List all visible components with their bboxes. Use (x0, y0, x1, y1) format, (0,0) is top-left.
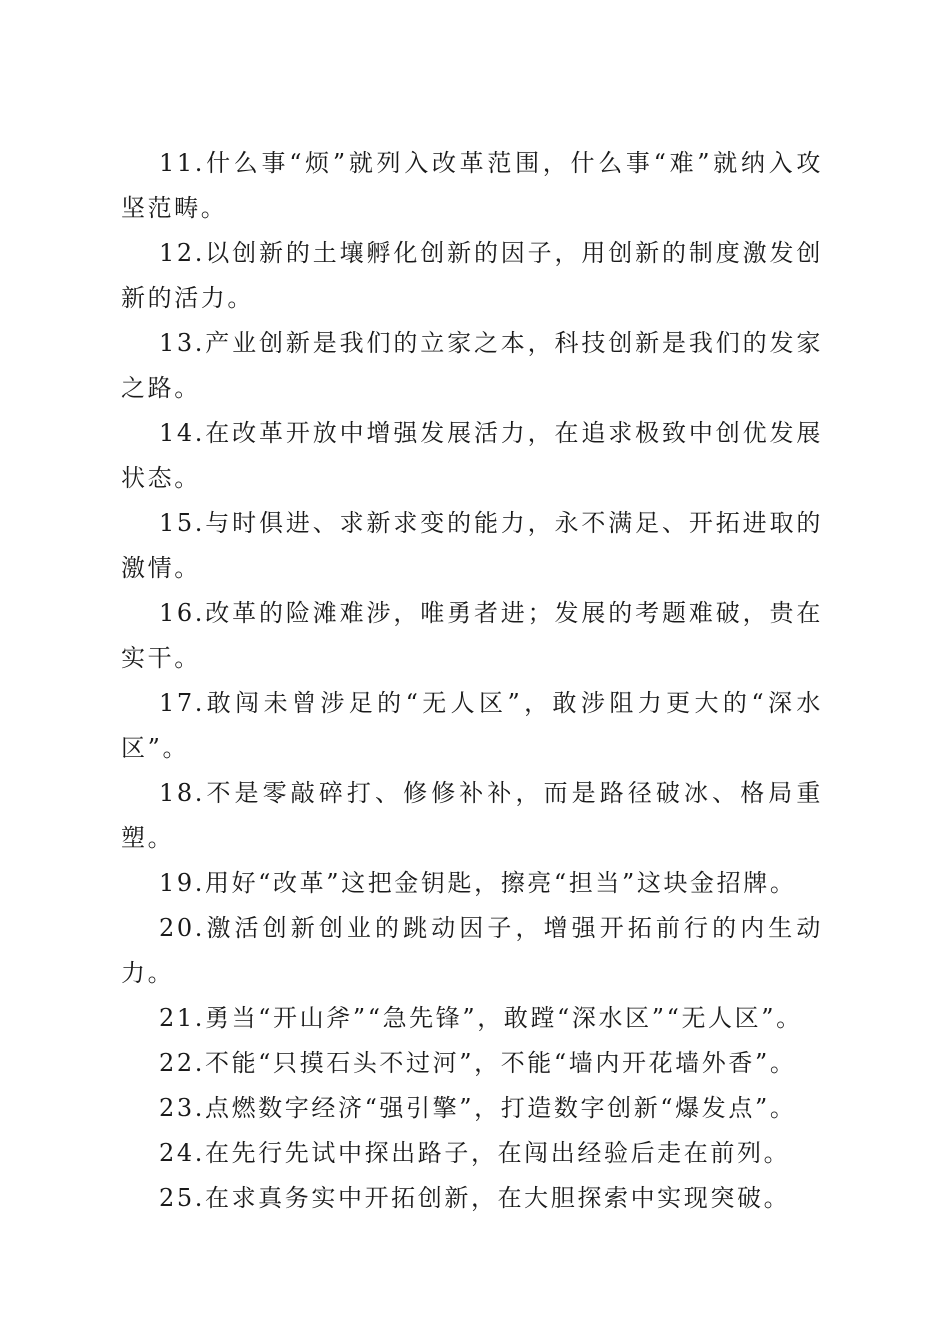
list-item-24: 24.在先行先试中探出路子，在闯出经验后走在前列。 (159, 1139, 791, 1167)
list-item-13: 13.产业创新是我们的立家之本，科技创新是我们的发家之路。 (121, 329, 823, 402)
list-item-14: 14.在改革开放中增强发展活力，在追求极致中创优发展状态。 (121, 419, 823, 492)
list-item-15: 15.与时俱进、求新求变的能力，永不满足、开拓进取的激情。 (121, 509, 823, 582)
list-item-16: 16.改革的险滩难涉，唯勇者进；发展的考题难破，贵在实干。 (121, 599, 823, 672)
list-item-22: 22.不能“只摸石头不过河”，不能“墙内开花墙外香”。 (159, 1049, 797, 1077)
list-item-21: 21.勇当“开山斧”“急先锋”，敢蹚“深水区”“无人区”。 (159, 1004, 803, 1032)
list-item-18: 18.不是零敲碎打、修修补补，而是路径破冰、格局重塑。 (121, 779, 823, 852)
list-item-17: 17.敢闯未曾涉足的“无人区”，敢涉阻力更大的“深水区”。 (121, 689, 823, 762)
list-item-11: 11.什么事“烦”就列入改革范围，什么事“难”就纳入攻坚范畴。 (121, 149, 823, 222)
list-item-19: 19.用好“改革”这把金钥匙，擦亮“担当”这块金招牌。 (159, 869, 797, 897)
list-item-23: 23.点燃数字经济“强引擎”，打造数字创新“爆发点”。 (159, 1094, 797, 1122)
list-item-20: 20.激活创新创业的跳动因子，增强开拓前行的内生动力。 (121, 914, 823, 987)
list-item-25: 25.在求真务实中开拓创新，在大胆探索中实现突破。 (159, 1184, 791, 1212)
list-item-12: 12.以创新的土壤孵化创新的因子，用创新的制度激发创新的活力。 (121, 239, 823, 312)
document-body (121, 141, 823, 1221)
